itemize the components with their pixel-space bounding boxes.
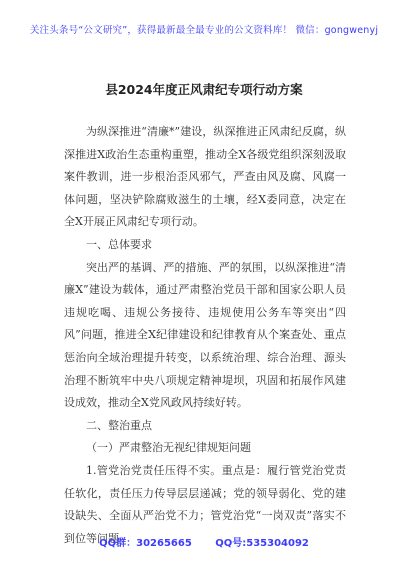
section-heading-general: 一、总体要求 [86, 237, 152, 251]
subsection-heading: （一）严肃整治无视纪律规矩问题 [86, 441, 251, 455]
qq-group: QQ群：30265665 [99, 538, 192, 549]
intro-paragraph: 为纵深推进“清廉*”建设，纵深推进正风肃纪反腐，纵深推进X政治生态重构重塑，推动全X各级党组织深刻汲取案件教训，进一步根治歪风邪气，严查由风及腐、风腐一体问题，坚决铲除腐败滋生的土壤，经X委同意，决定在全X开展正风肃纪专项行动。 [64, 125, 346, 229]
header-note: 关注头条号“公文研究”，获得最新最全最专业的公文资料库！ 微信：gongwenyj [29, 25, 379, 36]
general-requirements-paragraph: 突出严的基调、严的措施、严的氛围，以纵深推进“清廉X”建设为载体，通过严肃整治党员干部和国家公职人员违规吃喝、违规公务接待、违规使用公务车等突出“四风”问题，推进全X纪律建设和纪律教育从个案查处、重点惩治向全域治理提升转变，以系统治理、综合治理、源头治理不断筑牢中央八项规定精神堤坝，巩固和拓展作风建设成效，推动全X党风政风持续好转。 [64, 260, 346, 410]
document-title: 县2024年度正风肃纪专项行动方案 [105, 82, 303, 97]
qq-number: QQ号:535304092 [215, 538, 309, 549]
section-heading-focus: 二、整治重点 [86, 418, 152, 432]
document-body [64, 121, 346, 550]
footer-contacts [0, 534, 408, 549]
item-paragraph: 1.管党治党责任压得不实。重点是：履行管党治党责任软化，责任压力传导层层递减；党的领导弱化、党的建设缺失、全面从严治党不力；管党治党“一岗双责”落实不到位等问题。 [64, 463, 346, 545]
